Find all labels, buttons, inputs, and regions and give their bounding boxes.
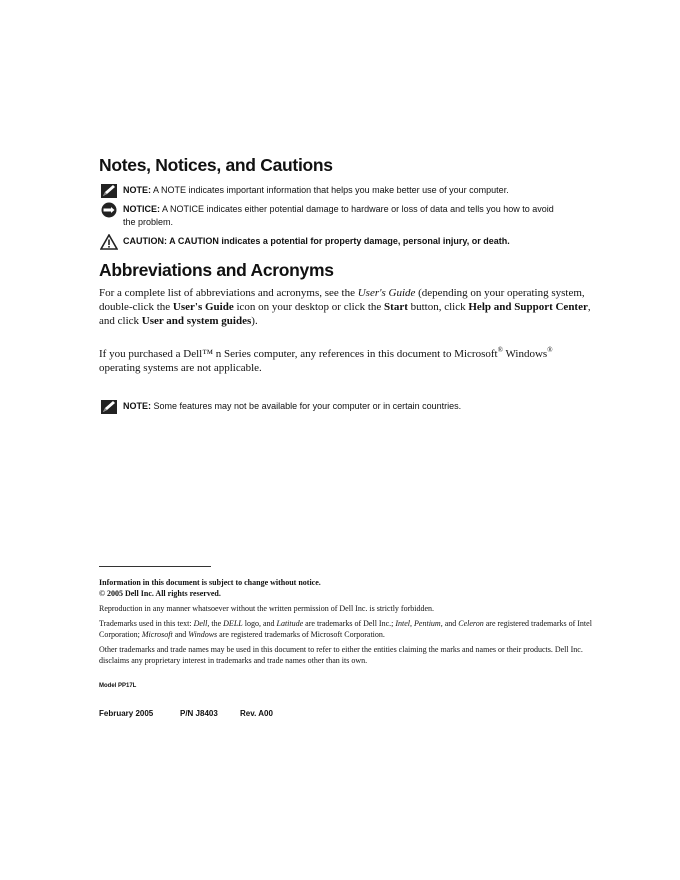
footer-part-number: P/N J8403 [180, 709, 218, 718]
text-span: ). [251, 315, 258, 327]
dell-n-series-paragraph [99, 347, 591, 375]
footnote-divider [99, 566, 211, 567]
text-span: (depending on your operating system, double-click the [99, 287, 585, 313]
caution-label: CAUTION: [123, 236, 167, 246]
tm-latitude: Latitude [276, 619, 304, 628]
text-span: logo, and [242, 619, 277, 628]
caution-text: A CAUTION indicates a potential for property damage, personal injury, or death. [169, 236, 510, 246]
text-span: are trademarks of Dell Inc.; [303, 619, 396, 628]
text-span: Windows [502, 348, 548, 360]
text-span: are registered trademarks of Intel Corporation; [99, 619, 592, 639]
user-system-guides-name: User and system guides [141, 315, 252, 327]
text-span: For a complete list of abbreviations and acronyms, see the [99, 287, 358, 299]
note-pencil-icon [100, 183, 118, 199]
registered-mark: ® [547, 346, 553, 354]
tm-pentium: Pentium [414, 619, 441, 628]
notice-text: A NOTICE indicates either potential damage to hardware or loss of data and tells you how to avoid the problem. [123, 204, 554, 227]
users-guide-icon-name: User's Guide [172, 301, 234, 313]
notice-label: NOTICE: [123, 204, 160, 214]
text-span: , the [207, 619, 224, 628]
tm-dell: Dell [193, 619, 208, 628]
registered-mark: ® [497, 346, 503, 354]
legal-notice [99, 578, 601, 599]
tm-intel: Intel [395, 619, 411, 628]
text-span: are registered trademarks of Microsoft Corporation. [217, 629, 385, 639]
text-span: , and click [99, 301, 591, 327]
abbreviations-paragraph [99, 286, 591, 328]
text-span: If you purchased a Dell™ n Series computer, any references in this document to Microsoft [99, 348, 498, 360]
note-label: NOTE: [123, 401, 151, 411]
text-span: Trademarks used in this text: [99, 619, 194, 628]
tm-windows: Windows [188, 629, 218, 639]
users-guide-title: User's Guide [357, 287, 416, 299]
text-span: button, click [407, 301, 469, 313]
tm-dell-logo: DELL [223, 619, 243, 628]
trademarks-paragraph [99, 619, 601, 640]
text-span: and [172, 629, 189, 639]
note-text: A NOTE indicates important information that helps you make better use of your computer. [153, 185, 509, 195]
start-button-name: Start [384, 301, 408, 313]
text-span: operating systems are not applicable. [99, 362, 262, 374]
notice-hand-icon [100, 202, 118, 218]
footer-revision: Rev. A00 [240, 709, 273, 718]
reproduction-notice: Reproduction in any manner whatsoever without the written permission of Dell Inc. is strictly forbidden. [99, 604, 435, 613]
section-title-notes: Notes, Notices, and Cautions [99, 155, 333, 175]
tm-celeron: Celeron [458, 619, 484, 628]
caution-triangle-icon [100, 234, 118, 250]
note-text: Some features may not be available for your computer or in certain countries. [153, 401, 462, 411]
note-pencil-icon [100, 399, 118, 415]
section-title-abbreviations: Abbreviations and Acronyms [99, 260, 334, 280]
footer-date: February 2005 [99, 709, 154, 718]
text-span: , [410, 619, 415, 628]
other-trademarks-paragraph: Other trademarks and trade names may be used in this document to refer to either the entities claiming the marks and names or their products. Dell Inc. disclaims any proprietary interest in trademarks and trade names other than its own. [99, 645, 583, 665]
note-label: NOTE: [123, 185, 151, 195]
help-support-name: Help and Support Center [468, 301, 588, 313]
text-span: , and [440, 619, 459, 628]
legal-change-notice: Information in this document is subject to change without notice. [99, 578, 321, 587]
text-span: icon on your desktop or click the [233, 301, 385, 313]
model-number: Model PP17L [99, 683, 137, 689]
copyright-line: © 2005 Dell Inc. All rights reserved. [99, 588, 221, 598]
tm-microsoft: Microsoft [141, 629, 173, 639]
